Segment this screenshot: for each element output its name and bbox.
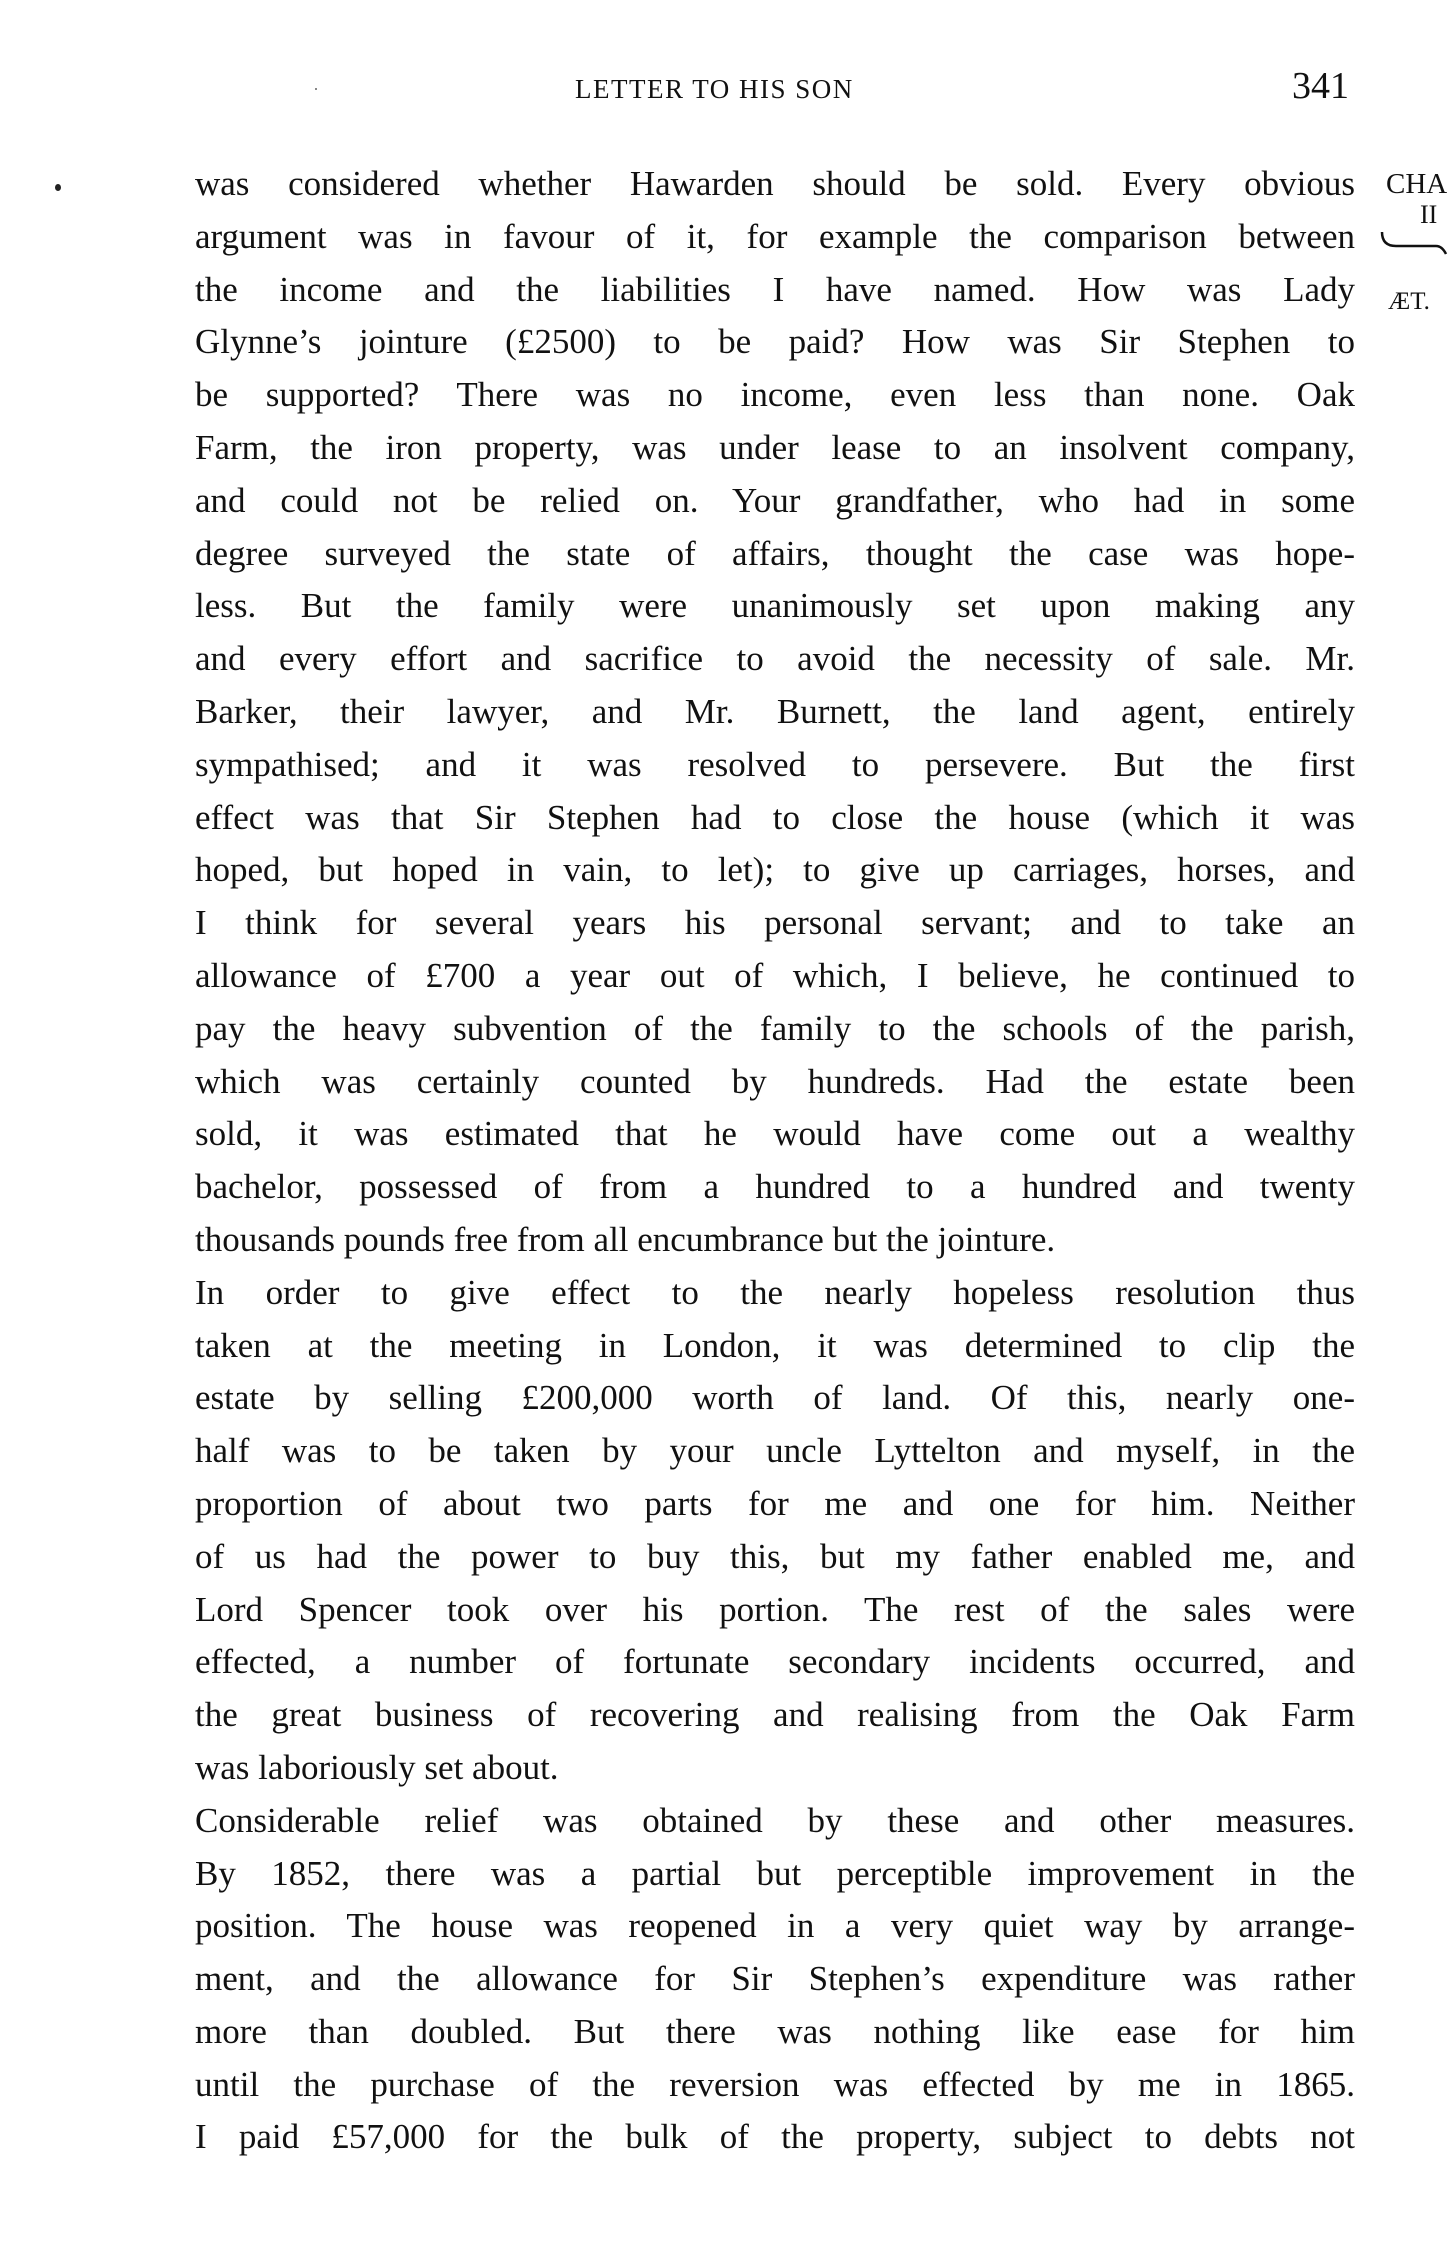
text-line: By 1852, there was a partial but perceptible improvement in the — [195, 1853, 1355, 1893]
text-line: Considerable relief was obtained by these and other measures. — [195, 1800, 1355, 1840]
text-line: the income and the liabilities I have named. How was Lady — [195, 269, 1355, 309]
text-line: degree surveyed the state of affairs, thought the case was hope- — [195, 533, 1355, 573]
text-line: I paid £57,000 for the bulk of the property, subject to debts not — [195, 2117, 1355, 2157]
text-line: the great business of recovering and realising from the Oak Farm — [195, 1695, 1355, 1735]
margin-brace-icon — [1378, 228, 1448, 268]
text-line: pay the heavy subvention of the family to the schools of the parish, — [195, 1008, 1355, 1048]
text-line: and every effort and sacrifice to avoid the necessity of sale. Mr. — [195, 639, 1355, 679]
text-line: In order to give effect to the nearly hopeless resolution thus — [195, 1272, 1355, 1312]
text-line: estate by selling £200,000 worth of land. Of this, nearly one- — [195, 1378, 1355, 1418]
text-line: effect was that Sir Stephen had to close the house (which it was — [195, 797, 1355, 837]
text-line: until the purchase of the reversion was effected by me in 1865. — [195, 2064, 1355, 2104]
text-line: was laboriously set about. — [195, 1747, 559, 1787]
text-line: position. The house was reopened in a very quiet way by arrange- — [195, 1906, 1355, 1946]
text-line: hoped, but hoped in vain, to let); to give up carriages, horses, and — [195, 850, 1355, 890]
text-line: Lord Spencer took over his portion. The rest of the sales were — [195, 1589, 1355, 1629]
text-line: taken at the meeting in London, it was determined to clip the — [195, 1325, 1355, 1365]
text-line: thousands pounds free from all encumbrance but the jointure. — [195, 1219, 1056, 1259]
text-line: be supported? There was no income, even less than none. Oak — [195, 375, 1355, 415]
text-line: Glynne’s jointure (£2500) to be paid? How was Sir Stephen to — [195, 322, 1355, 362]
margin-age-label: ÆT. — [1388, 288, 1430, 315]
text-line: Farm, the iron property, was under lease to an insolvent company, — [195, 427, 1355, 467]
text-line: half was to be taken by your uncle Lyttelton and myself, in the — [195, 1431, 1355, 1471]
text-line: which was certainly counted by hundreds. Had the estate been — [195, 1061, 1355, 1101]
body-text — [195, 158, 1355, 2164]
text-line: I think for several years his personal servant; and to take an — [195, 903, 1355, 943]
stray-mark — [315, 88, 317, 90]
text-line: sold, it was estimated that he would have come out a wealthy — [195, 1114, 1355, 1154]
text-line: proportion of about two parts for me and one for him. Neither — [195, 1483, 1355, 1523]
text-line: allowance of £700 a year out of which, I believe, he continued to — [195, 955, 1355, 995]
text-line: bachelor, possessed of from a hundred to a hundred and twenty — [195, 1167, 1355, 1207]
text-line: and could not be relied on. Your grandfather, who had in some — [195, 480, 1355, 520]
text-line: of us had the power to buy this, but my father enabled me, and — [195, 1536, 1355, 1576]
text-line: more than doubled. But there was nothing like ease for him — [195, 2011, 1355, 2051]
text-line: argument was in favour of it, for example the comparison between — [195, 216, 1355, 256]
text-line: Barker, their lawyer, and Mr. Burnett, the land agent, entirely — [195, 691, 1355, 731]
text-line: effected, a number of fortunate secondary incidents occurred, and — [195, 1642, 1355, 1682]
margin-chapter-label: CHA — [1386, 168, 1448, 200]
text-line: less. But the family were unanimously set upon making any — [195, 586, 1355, 626]
page-number: 341 — [1292, 65, 1349, 107]
running-title: LETTER TO HIS SON — [575, 74, 854, 104]
text-line: sympathised; and it was resolved to persevere. But the first — [195, 744, 1355, 784]
margin-chapter-number: II — [1420, 200, 1438, 229]
margin-dot — [55, 184, 61, 191]
text-line: was considered whether Hawarden should be sold. Every obvious — [195, 164, 1355, 203]
text-line: ment, and the allowance for Sir Stephen’s expenditure was rather — [195, 1959, 1355, 1999]
